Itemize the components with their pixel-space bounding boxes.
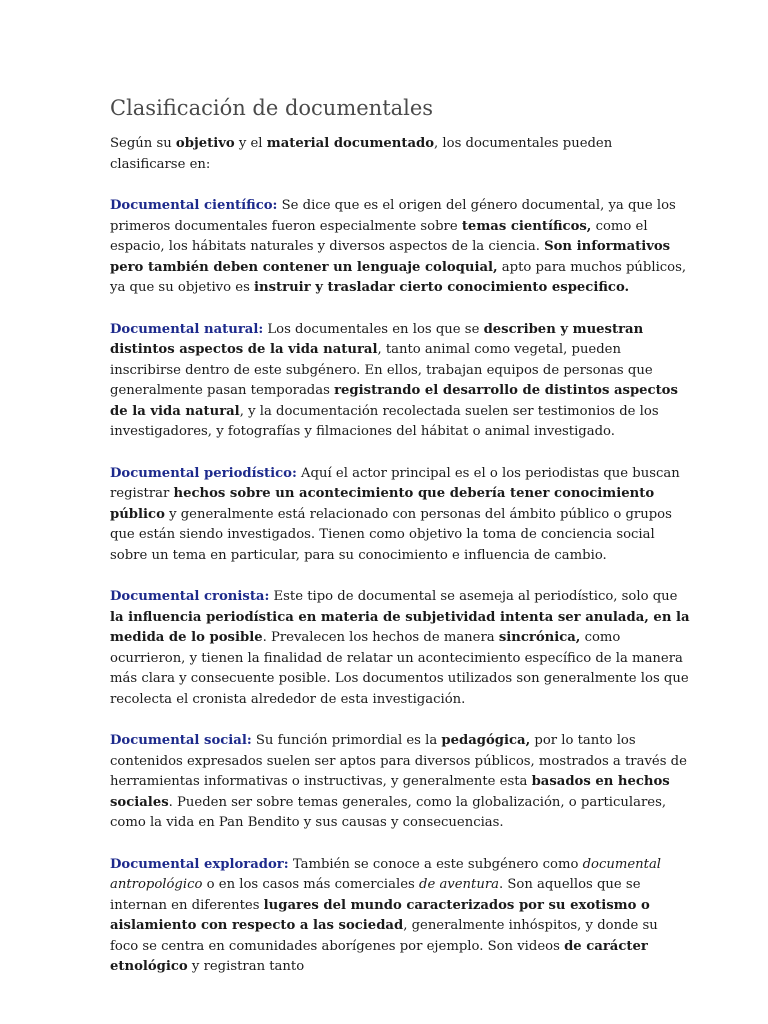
bold-text: Son informativos pero también deben contener un lenguaje coloquial,	[110, 239, 671, 275]
bold-text: la influencia periodística en materia de subjetividad intenta ser anulada, en la medida de lo posible	[110, 609, 690, 645]
document-page	[110, 92, 690, 999]
italic-text: de aventura	[419, 877, 500, 892]
sections-container	[110, 196, 690, 978]
body-text: Los documentales en los que se	[263, 321, 484, 337]
bold-text: basados en hechos sociales	[110, 774, 670, 810]
body-text: como el espacio, los hábitats naturales y diversos aspectos de la ciencia.	[110, 218, 648, 254]
body-text: . Son aquellos que se internan en diferentes	[110, 877, 641, 913]
body-text: y generalmente está relacionado con personas del ámbito público o grupos que están siendo investigados. Tienen como objetivo la toma de conciencia social sobre un tema en particular, para su conocimiento e influencia de cambio.	[110, 506, 672, 563]
body-text: Se dice que es el origen del género documental, ya que los primeros documentales fueron especialmente sobre	[110, 198, 676, 234]
body-text: Este tipo de documental se asemeja al periodístico, solo que	[269, 589, 678, 604]
section-natural	[110, 320, 690, 443]
body-text: Según su	[110, 136, 176, 151]
section-heading: Documental social:	[110, 733, 252, 748]
body-text: . Prevalecen los hechos de manera	[262, 630, 499, 645]
body-text: También se conoce a este subgénero como	[288, 856, 583, 872]
section-social	[110, 731, 690, 834]
section-heading: Documental periodístico:	[110, 465, 297, 481]
intro-paragraph	[110, 134, 690, 175]
bold-text: de carácter etnológico	[110, 938, 648, 974]
bold-text: objetivo	[175, 136, 235, 151]
bold-text: hechos sobre un acontecimiento que debería tener conocimiento público	[110, 486, 655, 522]
body-text: apto para muchos públicos, ya que su objetivo es	[110, 259, 687, 295]
section-heading: Documental natural:	[110, 321, 264, 337]
section-heading: Documental explorador:	[110, 856, 289, 872]
body-text: y el	[234, 136, 267, 151]
section-cronista	[110, 587, 690, 710]
bold-text: sincrónica,	[498, 630, 581, 645]
section-heading: Documental cronista:	[110, 589, 270, 604]
section-periodistico	[110, 464, 690, 567]
body-text: por lo tanto los contenidos expresados suelen ser aptos para diversos públicos, mostrados a través de herramientas informativas o instructivas, y generalmente esta	[110, 733, 687, 789]
bold-text: temas científicos,	[461, 218, 592, 234]
body-text: , y la documentación recolectada suelen ser testimonios de los investigadores, y fotografías y filmaciones del hábitat o animal investigado.	[110, 403, 659, 439]
section-explorador	[110, 855, 690, 978]
document-title: Clasificación de documentales	[110, 96, 434, 120]
body-text: como ocurrieron, y tienen la finalidad de relatar un acontecimiento específico de la manera más clara y consecuente posible. Los documentos utilizados son generalmente los que recolecta el cronista alrededor de esta investigación.	[110, 630, 689, 707]
body-text: , generalmente inhóspitos, y donde su foco se centra en comunidades aborígenes por ejemplo. Son videos	[110, 918, 658, 954]
bold-text: describen y muestran distintos aspectos de la vida natural	[110, 321, 644, 357]
bold-text: material documentado	[266, 136, 435, 151]
body-text: o en los casos más comerciales	[202, 877, 419, 892]
section-heading: Documental científico:	[110, 198, 278, 213]
bold-text: registrando el desarrollo de distintos aspectos de la vida natural	[110, 383, 678, 419]
bold-text: pedagógica,	[441, 733, 531, 748]
section-cientifico	[110, 196, 690, 299]
bold-text: lugares del mundo caracterizados por su exotismo o aislamiento con respecto a las sociedad	[110, 897, 650, 933]
body-text: . Pueden ser sobre temas generales, como la globalización, o particulares, como la vida en Pan Bendito y sus causas y consecuencias.	[110, 794, 667, 830]
body-text: , tanto animal como vegetal, pueden inscribirse dentro de este subgénero. En ellos, trabajan equipos de personas que generalmente pasan temporadas	[110, 342, 653, 398]
body-text: y registran tanto	[187, 959, 305, 974]
body-text: , los documentales pueden clasificarse en:	[110, 136, 613, 172]
body-text: Su función primordial es la	[251, 733, 442, 748]
italic-text: documental antropológico	[110, 856, 662, 892]
bold-text: instruir y trasladar cierto conocimiento especifico.	[254, 280, 630, 295]
body-text: Aquí el actor principal es el o los periodistas que buscan registrar	[110, 465, 680, 501]
